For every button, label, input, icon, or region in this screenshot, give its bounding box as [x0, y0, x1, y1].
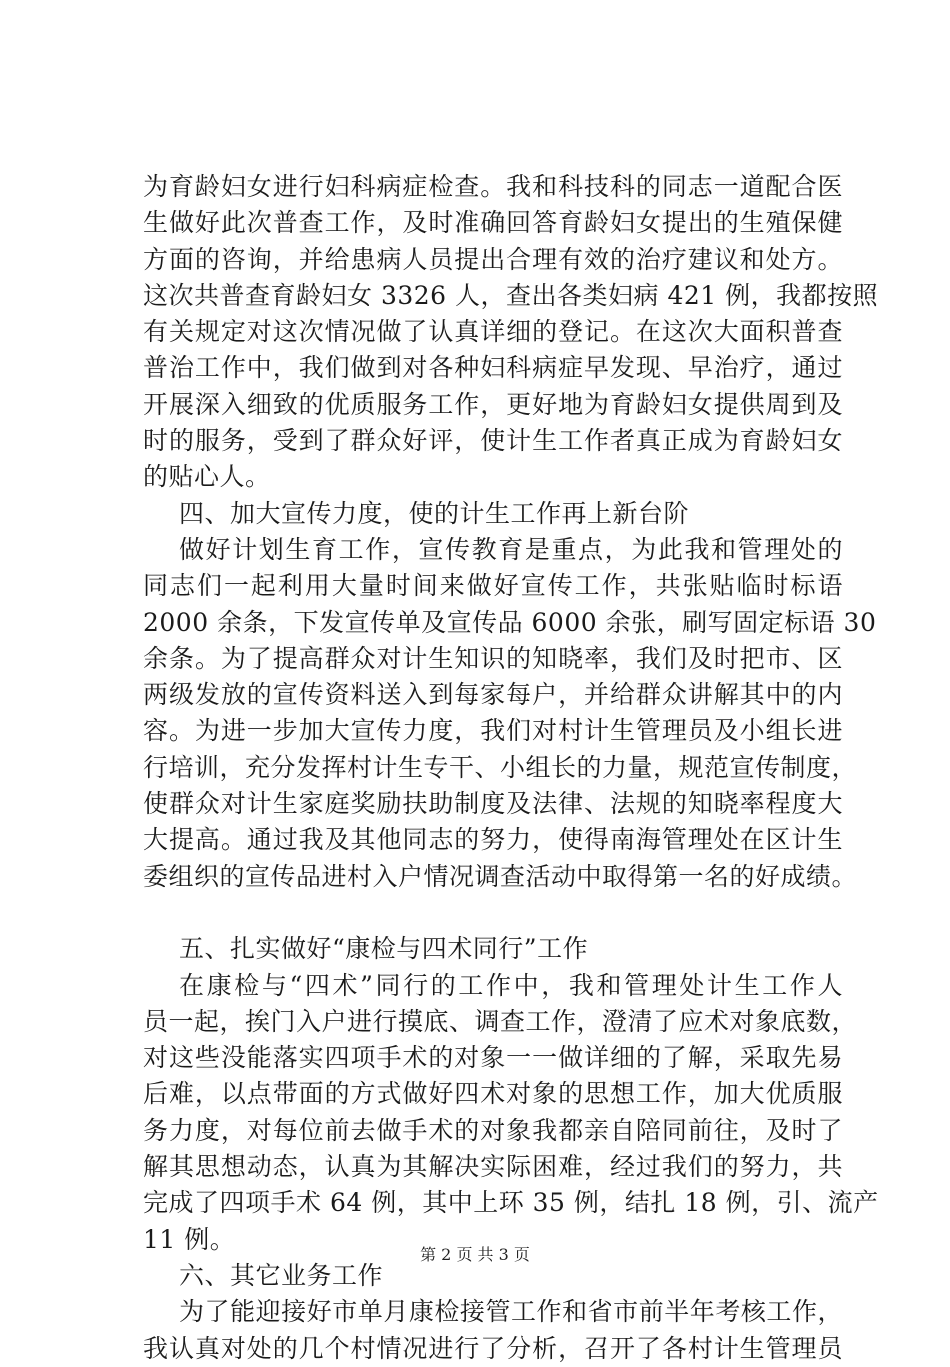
text-line: 11 例。 — [143, 1224, 236, 1254]
text-line: 时的服务，受到了群众好评，使计生工作者真正成为育龄妇女 — [143, 426, 843, 456]
text-line: 大提高。通过我及其他同志的努力，使得南海管理处在区计生 — [143, 825, 843, 855]
section-heading-5: 五、扎实做好“康检与四术同行”工作 — [179, 934, 589, 964]
section-heading-6: 六、其它业务工作 — [179, 1260, 384, 1290]
text-line: 的贴心人。 — [143, 462, 271, 492]
page-footer: 第 2 页 共 3 页 — [420, 1245, 530, 1264]
text-line: 我认真对处的几个村情况进行了分析，召开了各村计生管理员 — [143, 1333, 843, 1363]
text-line: 同志们一起利用大量时间来做好宣传工作，共张贴临时标语 — [143, 571, 843, 601]
text-line: 2000 余条，下发宣传单及宣传品 6000 余张，刷写固定标语 30 — [143, 607, 877, 637]
text-line: 对这些没能落实四项手术的对象一一做详细的了解，采取先易 — [143, 1043, 843, 1073]
text-line: 这次共普查育龄妇女 3326 人，查出各类妇病 421 例，我都按照 — [143, 280, 879, 310]
text-line: 委组织的宣传品进村入户情况调查活动中取得第一名的好成绩。 — [143, 861, 858, 891]
document-body — [143, 169, 879, 1367]
text-line: 完成了四项手术 64 例，其中上环 35 例，结扎 18 例，引、流产 — [143, 1188, 879, 1218]
text-line: 生做好此次普查工作，及时准确回答育龄妇女提出的生殖保健 — [143, 208, 843, 238]
text-line: 后难，以点带面的方式做好四术对象的思想工作，加大优质服 — [143, 1079, 843, 1109]
text-line: 务力度，对每位前去做手术的对象我都亲自陪同前往，及时了 — [143, 1115, 843, 1145]
paragraph-publicity — [143, 532, 877, 895]
text-line: 开展深入细致的优质服务工作，更好地为育龄妇女提供周到及 — [143, 389, 843, 419]
paragraph-four-surgeries — [143, 968, 879, 1258]
text-line: 解其思想动态，认真为其解决实际困难，经过我们的努力，共 — [143, 1152, 843, 1182]
text-line: 使群众对计生家庭奖励扶助制度及法律、法规的知晓率程度大 — [143, 789, 843, 819]
text-line: 在康检与“四术”同行的工作中，我和管理处计生工作人 — [179, 970, 843, 1000]
text-line: 员一起，挨门入户进行摸底、调查工作，澄清了应术对象底数， — [143, 1006, 858, 1036]
text-line: 行培训，充分发挥村计生专干、小组长的力量，规范宣传制度， — [143, 752, 858, 782]
text-line: 为了能迎接好市单月康检接管工作和省市前半年考核工作， — [179, 1297, 843, 1327]
text-line: 普治工作中，我们做到对各种妇科病症早发现、早治疗，通过 — [143, 353, 843, 383]
blank-line — [143, 895, 843, 931]
paragraph-other-work — [143, 1294, 843, 1367]
text-line: 两级发放的宣传资料送入到每家每户，并给群众讲解其中的内 — [143, 680, 843, 710]
paragraph-gyn-checkup — [143, 169, 879, 496]
text-line: 有关规定对这次情况做了认真详细的登记。在这次大面积普查 — [143, 317, 843, 347]
text-line: 做好计划生育工作，宣传教育是重点，为此我和管理处的 — [179, 534, 843, 564]
text-line: 为育龄妇女进行妇科病症检查。我和科技科的同志一道配合医 — [143, 172, 843, 201]
text-line: 方面的咨询，并给患病人员提出合理有效的治疗建议和处方。 — [143, 244, 843, 274]
section-heading-4: 四、加大宣传力度，使的计生工作再上新台阶 — [179, 498, 690, 528]
text-line: 余条。为了提高群众对计生知识的知晓率，我们及时把市、区 — [143, 643, 843, 673]
text-line: 容。为进一步加大宣传力度，我们对村计生管理员及小组长进 — [143, 716, 843, 746]
